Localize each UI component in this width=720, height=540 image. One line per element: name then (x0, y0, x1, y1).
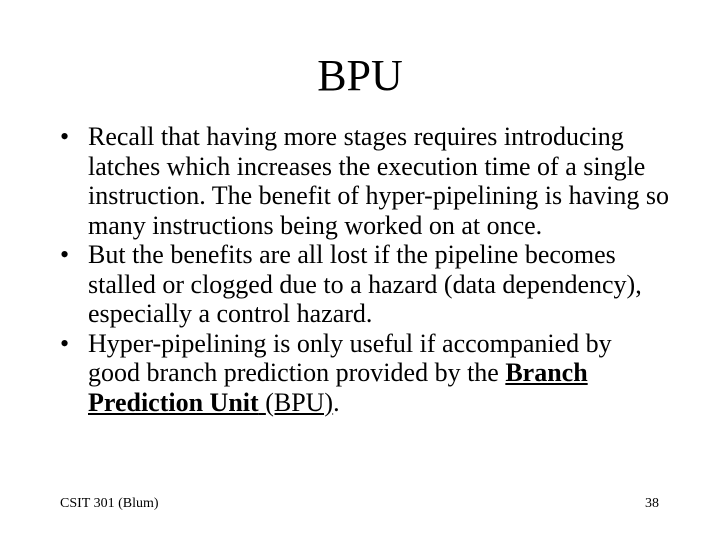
bullet-item-2 (60, 240, 670, 329)
slide-title-text: BPU (317, 51, 403, 100)
bullet-text-1: Recall that having more stages requires introducing latches which increases the execution time of a single instruction. The benefit of hyper-pipelining is having so many instructions being worked on at once. (88, 122, 670, 240)
bullet-marker: • (60, 328, 70, 358)
bullet-marker: • (60, 122, 70, 151)
bullet-text-3-before: Hyper-pipelining is only useful if accompanied by good branch prediction provided by the (88, 328, 612, 387)
term-abbreviation: (BPU) (265, 387, 334, 417)
bullet-text-3-after: . (333, 387, 340, 417)
term-prediction-unit: Prediction Unit (88, 387, 259, 417)
footer-course: CSIT 301 (Blum) (60, 496, 159, 511)
bullet-marker: • (60, 240, 70, 269)
bullet-item-1 (60, 122, 670, 240)
bullet-item-3 (60, 329, 670, 418)
footer-page-number: 38 (645, 496, 659, 511)
term-branch: Branch (505, 358, 588, 387)
bullet-text-2: But the benefits are all lost if the pipeline becomes stalled or clogged due to a hazard (data dependency), especially a control hazard. (88, 240, 642, 328)
slide-title (0, 50, 720, 102)
bullet-list (60, 122, 670, 417)
